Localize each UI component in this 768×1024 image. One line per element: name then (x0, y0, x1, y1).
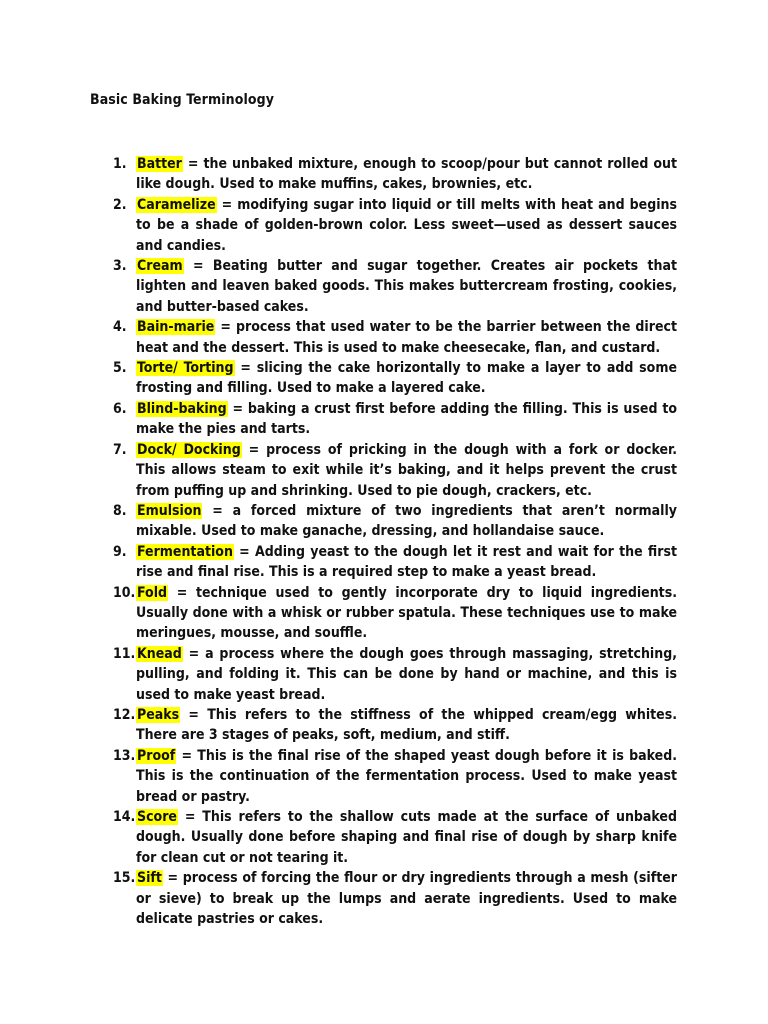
term-highlight: Blind-baking (137, 400, 227, 417)
term-definition: = technique used to gently incorporate dry to liquid ingredients. Usually done with a whisk or rubber spatula. These techniques use to make meringues, mousse, and souffle. (136, 584, 677, 642)
list-item (113, 705, 677, 746)
term-highlight: Dock/ Docking (137, 441, 241, 458)
term-definition: = Beating butter and sugar together. Creates air pockets that lighten and leaven baked goods. This makes buttercream frosting, cookies, and butter-based cakes. (136, 258, 677, 315)
item-number: 4. (113, 319, 127, 336)
term-highlight: Batter (137, 156, 182, 172)
term-definition: = This is the final rise of the shaped yeast dough before it is baked. This is the continuation of the fermentation process. Used to make yeast bread or pastry. (136, 747, 677, 805)
item-number: 6. (113, 400, 127, 417)
term-highlight: Fermentation (137, 543, 233, 560)
document-title: Basic Baking Terminology (90, 92, 275, 108)
term-definition: = Adding yeast to the dough let it rest and wait for the first rise and final rise. This is a required step to make a yeast bread. (136, 543, 677, 581)
term-highlight: Cream (137, 258, 183, 275)
item-number: 15. (113, 870, 136, 887)
item-number: 3. (113, 258, 127, 275)
item-number: 11. (113, 645, 136, 662)
terminology-list (113, 154, 677, 929)
list-item (113, 501, 677, 542)
list-item (113, 154, 677, 195)
term-highlight: Bain-marie (137, 319, 215, 336)
term-definition: = baking a crust first before adding the filling. This is used to make the pies and tarts. (136, 400, 677, 438)
item-number: 14. (113, 809, 136, 825)
term-highlight: Emulsion (137, 502, 202, 519)
term-highlight: Caramelize (137, 196, 216, 213)
list-item (113, 256, 677, 317)
term-highlight: Score (137, 809, 177, 825)
term-definition: = process of pricking in the dough with a fork or docker. This allows steam to exit while it’s baking, and it helps prevent the crust from puffing up and shrinking. Used to pie dough, crackers, etc. (136, 441, 677, 499)
term-definition: = slicing the cake horizontally to make a layer to add some frosting and filling. Used to make a layered cake. (136, 360, 677, 397)
item-number: 8. (113, 502, 127, 519)
term-highlight: Proof (137, 747, 176, 764)
item-number: 1. (113, 156, 127, 172)
term-definition: = process that used water to be the barrier between the direct heat and the dessert. This is used to make cheesecake, flan, and custard. (136, 319, 677, 356)
term-definition: = modifying sugar into liquid or till melts with heat and begins to be a shade of golden-brown color. Less sweet—used as dessert sauces and candies. (136, 196, 677, 254)
term-highlight: Knead (137, 645, 182, 662)
item-number: 9. (113, 543, 127, 560)
item-number: 7. (113, 441, 127, 458)
list-item (113, 644, 677, 705)
item-number: 5. (113, 360, 127, 377)
list-item (113, 358, 677, 399)
term-definition: = This refers to the stiffness of the whipped cream/egg whites. There are 3 stages of peaks, soft, medium, and stiff. (136, 706, 677, 744)
term-definition: = a process where the dough goes through massaging, stretching, pulling, and folding it. This can be done by hand or machine, and this is used to make yeast bread. (136, 645, 677, 703)
term-highlight: Fold (137, 584, 168, 601)
list-item (113, 868, 677, 929)
term-highlight: Torte/ Torting (137, 360, 234, 377)
term-definition: = a forced mixture of two ingredients that aren’t normally mixable. Used to make ganache, dressing, and hollandaise sauce. (136, 502, 677, 540)
list-item (113, 807, 677, 868)
list-item (113, 746, 677, 807)
item-number: 10. (113, 584, 136, 601)
list-item (113, 583, 677, 644)
list-item (113, 440, 677, 501)
list-item (113, 195, 677, 256)
term-highlight: Peaks (137, 706, 180, 723)
term-definition: = the unbaked mixture, enough to scoop/pour but cannot rolled out like dough. Used to make muffins, cakes, brownies, etc. (136, 156, 677, 193)
term-definition: = This refers to the shallow cuts made at the surface of unbaked dough. Usually done before shaping and final rise of dough by sharp knife for clean cut or not tearing it. (136, 809, 677, 866)
item-number: 12. (113, 706, 136, 723)
term-definition: = process of forcing the flour or dry ingredients through a mesh (sifter or sieve) to break up the lumps and aerate ingredients. Used to make delicate pastries or cakes. (136, 870, 677, 928)
item-number: 2. (113, 196, 127, 213)
term-highlight: Sift (137, 870, 162, 887)
list-item (113, 399, 677, 440)
list-item (113, 317, 677, 358)
item-number: 13. (113, 747, 136, 764)
list-item (113, 542, 677, 583)
